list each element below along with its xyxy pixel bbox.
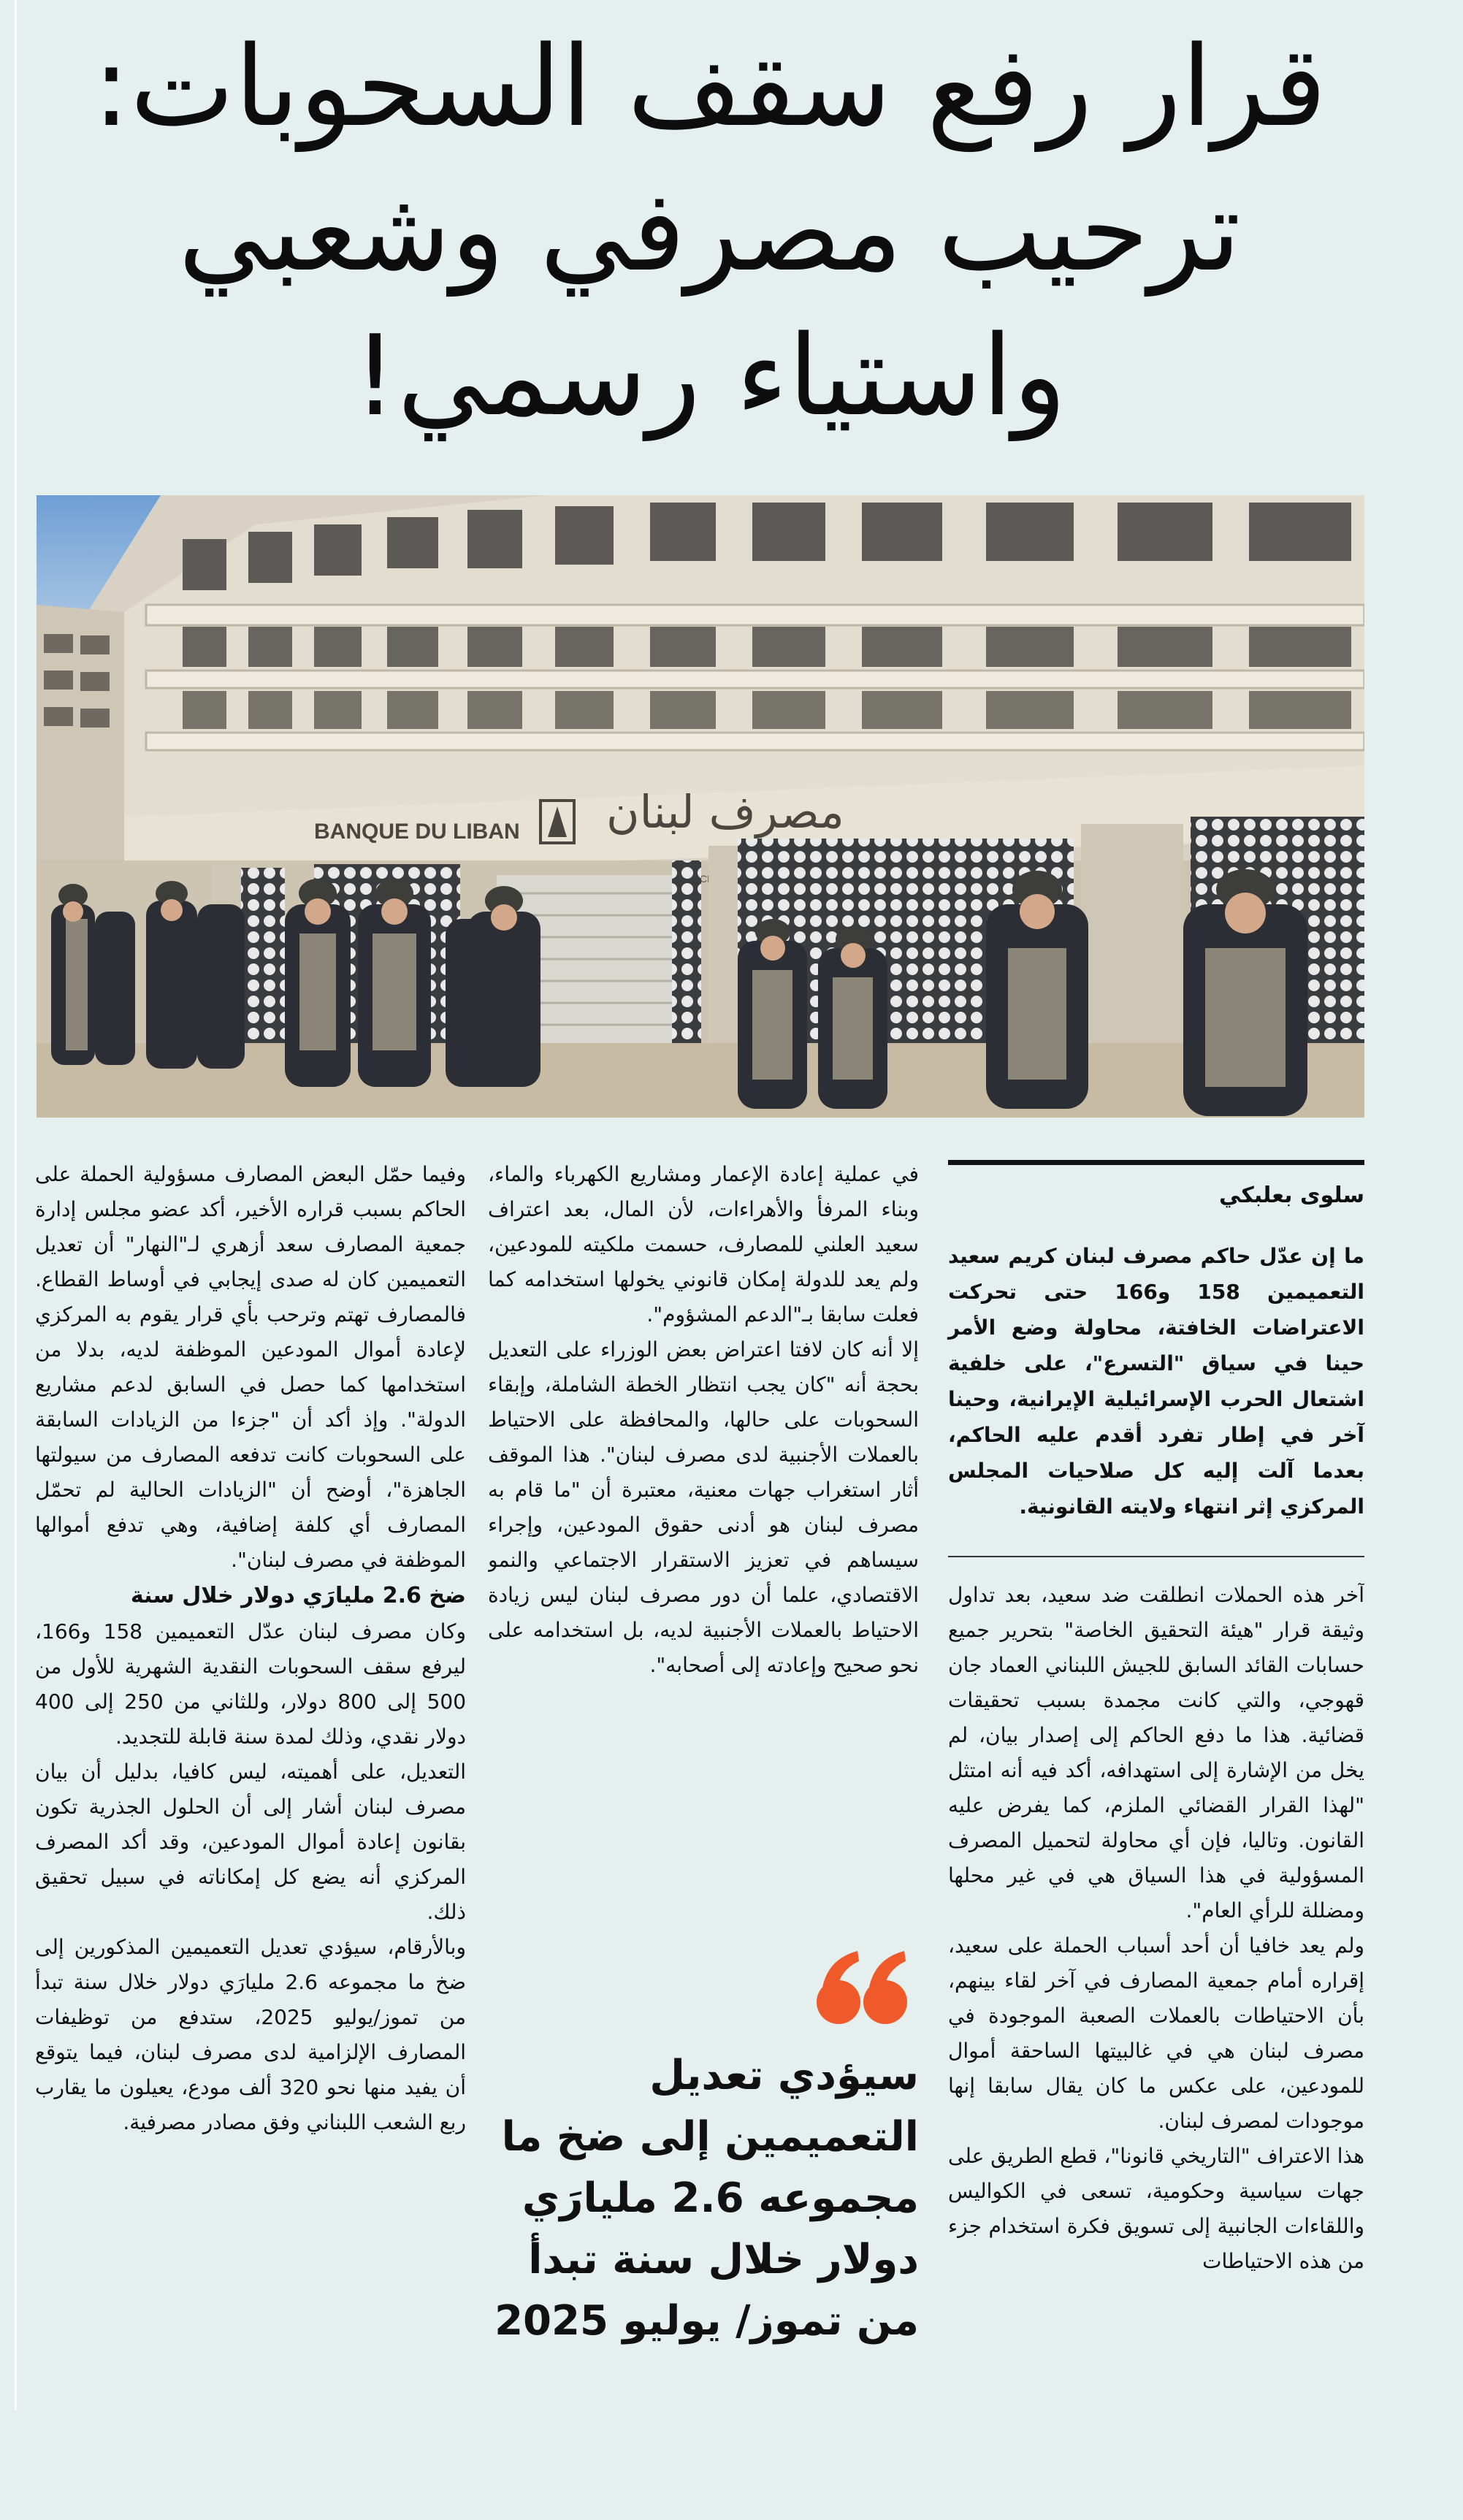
paragraph: إلا أنه كان لافتا اعتراض بعض الوزراء على التعديل بحجة أنه "كان يجب انتظار الخطة الشاملة، وإبقاء السحوبات على حالها، والمحافظة على الاحتياط بالعملات الأجنبية لدى مصرف لبنان". هذا الموقف أثار استغراب جهات معنية، معتبرة أن "ما قام به مصرف لبنان هو أدنى حقوق المودعين، وإجراء سيساهم في تعزيز الاستقرار الاجتماعي والنمو الاقتصادي، علما أن دور مصرف لبنان ليس زيادة الاحتياط بالعملات الأجنبية لديه، بل استخدامه على نحو صحيح وإعادته إلى أصحابه". — [488, 1337, 919, 1677]
headline-line-1: قرار رفع سقف السحوبات: — [92, 22, 1327, 151]
paragraph: ولم يعد خافيا أن أحد أسباب الحملة على سعيد، إقراره أمام جمعية المصارف في آخر لقاء بينهم، بأن الاحتياطات بالعملات الصعبة الموجودة في مصرف لبنان هي في غالبيتها الساحقة أموال للمودعين، على عكس ما كان يقال سابقا إنها موجودات لمصرف لبنان. — [948, 1933, 1364, 2133]
paragraph: في عملية إعادة الإعمار ومشاريع الكهرباء والماء، وبناء المرفأ والأهراءات، لأن المال، بعد اعتراف سعيد العلني للمصارف، حسمت ملكيته للمودعين، ولم يعد للدولة إمكان قانوني يخولها استخدامه كما فعلت سابقا بـ"الدعم المشؤوم". — [488, 1162, 919, 1326]
section-subhead: ضخ 2.6 مليارَي دولار خلال سنة — [130, 1583, 466, 1608]
paragraph: وكان مصرف لبنان عدّل التعميمين 158 و166، ليرفع سقف السحوبات النقدية الشهرية للأول من 500 إلى 800 دولار، وللثاني من 250 إلى 400 دولار نقدي، وذلك لمدة سنة قابلة للتجديد. — [35, 1619, 466, 1749]
paragraph: التعديل، على أهميته، ليس كافيا، بدليل أن بيان مصرف لبنان أشار إلى أن الحلول الجذرية تكون بقانون إعادة أموال المودعين، وقد أكد المصرف المركزي أنه يضع كل إمكاناته في سبيل تحقيق ذلك. — [35, 1760, 466, 1924]
article-column-right — [948, 1578, 1364, 2498]
paragraph: آخر هذه الحملات انطلقت ضد سعيد، بعد تداول وثيقة قرار "هيئة التحقيق الخاصة" بتحرير جميع حسابات القائد السابق للجيش اللبناني العماد جان قهوجي، والتي كانت مجمدة بسبب تحقيقات قضائية. هذا ما دفع الحاكم إلى إصدار بيان، لم يخل من الإشارة إلى استهدافه، أكد فيه أنه امتثل "لهذا القرار القضائي الملزم، كما يفرض عليه القانون. وتاليا، فإن أي محاولة لتحميل المصرف المسؤولية في هذا السياق هي في غير محلها ومضللة للرأي العام". — [948, 1583, 1364, 1923]
lede-rule — [948, 1556, 1364, 1557]
lede-paragraph: ما إن عدّل حاكم مصرف لبنان كريم سعيد التعميمين 158 و166 حتى تحركت الاعتراضات الخافتة، محاولة وضع الأمر حينا في سياق "التسرع"، على خلفية اشتعال الحرب الإسرائيلية الإيرانية، وحينا آخر في إطار تفرد أقدم عليه الحاكم، بعدما آلت إليه كل صلاحيات المجلس المركزي إثر انتهاء ولايته القانونية. — [948, 1244, 1364, 1519]
byline: سلوى بعلبكي — [1219, 1183, 1364, 1208]
paragraph: وبالأرقام، سيؤدي تعديل التعميمين المذكورين إلى ضخ ما مجموعه 2.6 مليارَي دولار خلال سنة تبدأ من تموز/يوليو 2025، ستدفع من توظيفات المصارف الإلزامية لدى مصرف لبنان، فيما يتوقع أن يفيد منها نحو 320 ألف مودع، يعيلون ما يقارب ربع الشعب اللبناني وفق مصادر مصرفية. — [35, 1935, 466, 2134]
paragraph: وفيما حمّل البعض المصارف مسؤولية الحملة على الحاكم بسبب قراره الأخير، أكد عضو مجلس إدارة جمعية المصارف سعد أزهري لـ"النهار" أن تعديل التعميمين كان له صدى إيجابي في أوساط القطاع. فالمصارف تهتم وترحب بأي قرار يقوم به المركزي لإعادة أموال المودعين الموظفة لديه، بدلا من استخدامها كما حصل في السابق لدعم مشاريع الدولة". وإذ أكد أن "جزءا من الزيادات السابقة على السحوبات كانت تدفعه المصارف من سيولتها الجاهزة"، أوضح أن "الزيادات الحالية لم تحمّل المصارف أي كلفة إضافية، وهي تدفع أموالها الموظفة في مصرف لبنان". — [35, 1162, 466, 1572]
headline-line-2: ترحيب مصرفي وشعبي — [178, 167, 1241, 296]
headline — [44, 15, 1375, 482]
article-column-middle — [488, 1157, 919, 1909]
pull-quote: سيؤدي تعديل التعميمين إلى ضخ ما مجموعه 2.6 مليارَي دولار خلال سنة تبدأ من تموز/ يوليو 2025 — [494, 2052, 919, 2345]
margin-rule — [15, 0, 17, 2410]
article-photo — [37, 495, 1364, 1118]
sign-latin: BANQUE DU LIBAN — [314, 820, 520, 844]
bank-building-illustration — [37, 495, 1364, 1118]
article-column-left — [35, 1157, 466, 2464]
quote-mark-icon — [811, 1947, 913, 2027]
headline-line-3: واستياء رسمي! — [352, 311, 1067, 440]
sign-arabic: مصرف لبنان — [606, 785, 844, 839]
paragraph: هذا الاعتراف "التاريخي قانونا"، قطع الطريق على جهات سياسية وحكومية، تسعى في الكواليس واللقاءات الجانبية إلى تسويق فكرة استخدام جزء من هذه الاحتياطات — [948, 2144, 1364, 2273]
byline-rule — [948, 1160, 1364, 1165]
